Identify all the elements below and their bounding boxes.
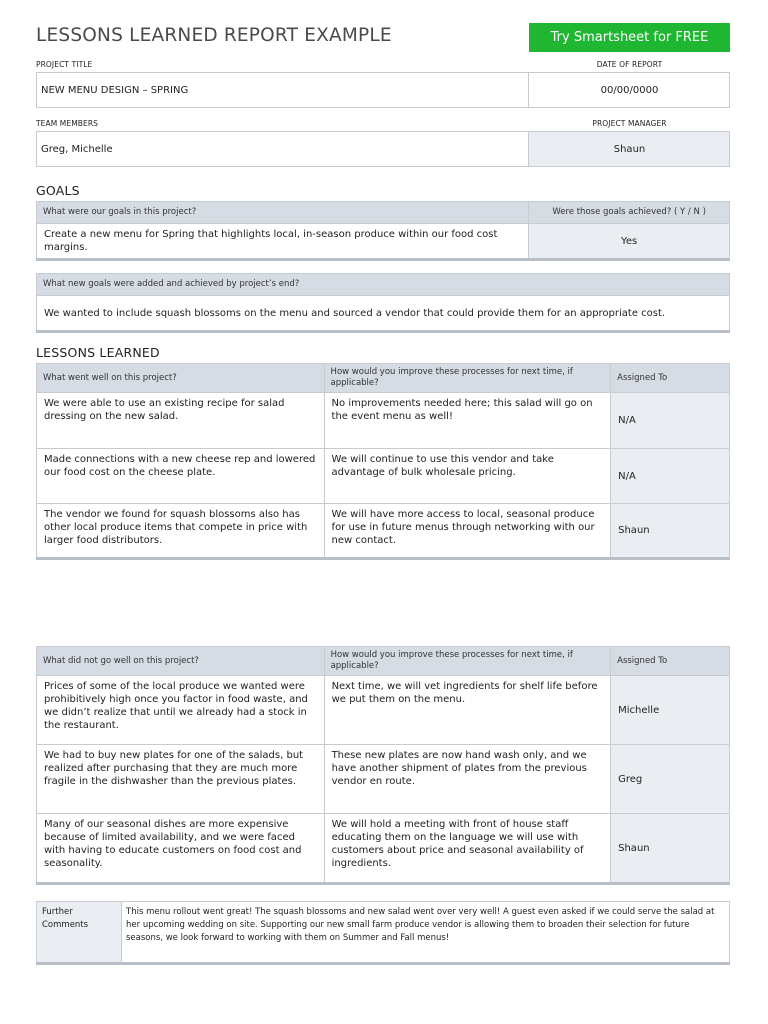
went-well-cell[interactable]: The vendor we found for squash blossoms also has other local produce items that compete in price with larger food distributors. (37, 504, 325, 559)
improve-cell[interactable]: No improvements needed here; this salad will go on the event menu as well! (324, 393, 611, 449)
further-comments-label: Further Comments (37, 902, 122, 964)
improve-cell[interactable]: These new plates are now hand wash only, and we have another shipment of plates from the previous vendor en route. (324, 745, 611, 814)
assigned-to-header: Assigned To (611, 364, 730, 393)
went-well-table (36, 363, 730, 560)
table-row (37, 745, 730, 814)
project-manager-label: PROJECT MANAGER (592, 119, 667, 128)
table-row (37, 449, 730, 504)
assigned-to-cell[interactable]: Greg (611, 745, 730, 814)
new-goals-cell[interactable]: We wanted to include squash blossoms on the menu and sourced a vendor that could provide them for an appropriate cost. (37, 296, 730, 332)
new-goals-table (36, 273, 730, 333)
improve-cell[interactable]: We will have more access to local, seasonal produce for use in future menus through networking with our new contact. (324, 504, 611, 559)
improve-header: How would you improve these processes for next time, if applicable? (324, 647, 611, 676)
did-not-go-well-table (36, 646, 730, 885)
improve-cell[interactable]: Next time, we will vet ingredients for shelf life before we put them on the menu. (324, 676, 611, 745)
date-of-report-field[interactable]: 00/00/0000 (600, 84, 659, 96)
lessons-learned-heading: LESSONS LEARNED (36, 345, 160, 360)
new-goals-header: What new goals were added and achieved by project’s end? (37, 274, 730, 296)
goals-achieved-cell[interactable]: Yes (529, 224, 730, 260)
did-not-go-well-header: What did not go well on this project? (37, 647, 325, 676)
did-not-go-well-cell[interactable]: Many of our seasonal dishes are more expensive because of limited availability, and we were faced with having to educate customers on food cost and seasonality. (37, 814, 325, 884)
goals-heading: GOALS (36, 183, 80, 198)
improve-header: How would you improve these processes for next time, if applicable? (324, 364, 611, 393)
team-members-label: TEAM MEMBERS (36, 119, 99, 128)
assigned-to-cell[interactable]: Shaun (611, 504, 730, 559)
went-well-cell[interactable]: Made connections with a new cheese rep and lowered our food cost on the cheese plate. (37, 449, 325, 504)
went-well-header: What went well on this project? (37, 364, 325, 393)
did-not-go-well-cell[interactable]: Prices of some of the local produce we wanted were prohibitively high once you factor in food waste, and we didn’t realize that until we already had a stock in the restaurant. (37, 676, 325, 745)
goals-achieved-header: Were those goals achieved? ( Y / N ) (529, 202, 730, 224)
assigned-to-cell[interactable]: N/A (611, 449, 730, 504)
table-row (37, 393, 730, 449)
try-smartsheet-button[interactable]: Try Smartsheet for FREE (529, 23, 730, 52)
page-title: LESSONS LEARNED REPORT EXAMPLE (36, 25, 392, 46)
goals-question-header: What were our goals in this project? (37, 202, 529, 224)
assigned-to-cell[interactable]: Shaun (611, 814, 730, 884)
goals-table (36, 201, 730, 261)
improve-cell[interactable]: We will continue to use this vendor and take advantage of bulk wholesale pricing. (324, 449, 611, 504)
further-comments-field[interactable]: This menu rollout went great! The squash blossoms and new salad went over very well! A guest even asked if we could serve the salad at her upcoming wedding on site. Supporting our new small farm produce vendor is allowing them to broaden their selection for future seasons, we look forward to working with them on Summer and Fall menus! (122, 902, 730, 964)
project-title-field[interactable]: NEW MENU DESIGN – SPRING (41, 84, 189, 96)
improve-cell[interactable]: We will hold a meeting with front of house staff educating them on the language we will use with customers about price and seasonal availability of ingredients. (324, 814, 611, 884)
assigned-to-cell[interactable]: Michelle (611, 676, 730, 745)
table-row (37, 676, 730, 745)
went-well-cell[interactable]: We were able to use an existing recipe for salad dressing on the new salad. (37, 393, 325, 449)
project-manager-field[interactable]: Shaun (613, 143, 646, 155)
goals-answer-cell[interactable]: Create a new menu for Spring that highlights local, in-season produce within our food cost margins. (37, 224, 529, 260)
table-row (37, 504, 730, 559)
table-row (37, 814, 730, 884)
project-title-label: PROJECT TITLE (36, 60, 93, 69)
assigned-to-header: Assigned To (611, 647, 730, 676)
did-not-go-well-cell[interactable]: We had to buy new plates for one of the salads, but realized after purchasing that they are much more fragile in the dishwasher than the previous plates. (37, 745, 325, 814)
date-of-report-label: DATE OF REPORT (596, 60, 663, 69)
team-members-field[interactable]: Greg, Michelle (41, 143, 113, 155)
further-comments-table (36, 901, 730, 965)
assigned-to-cell[interactable]: N/A (611, 393, 730, 449)
